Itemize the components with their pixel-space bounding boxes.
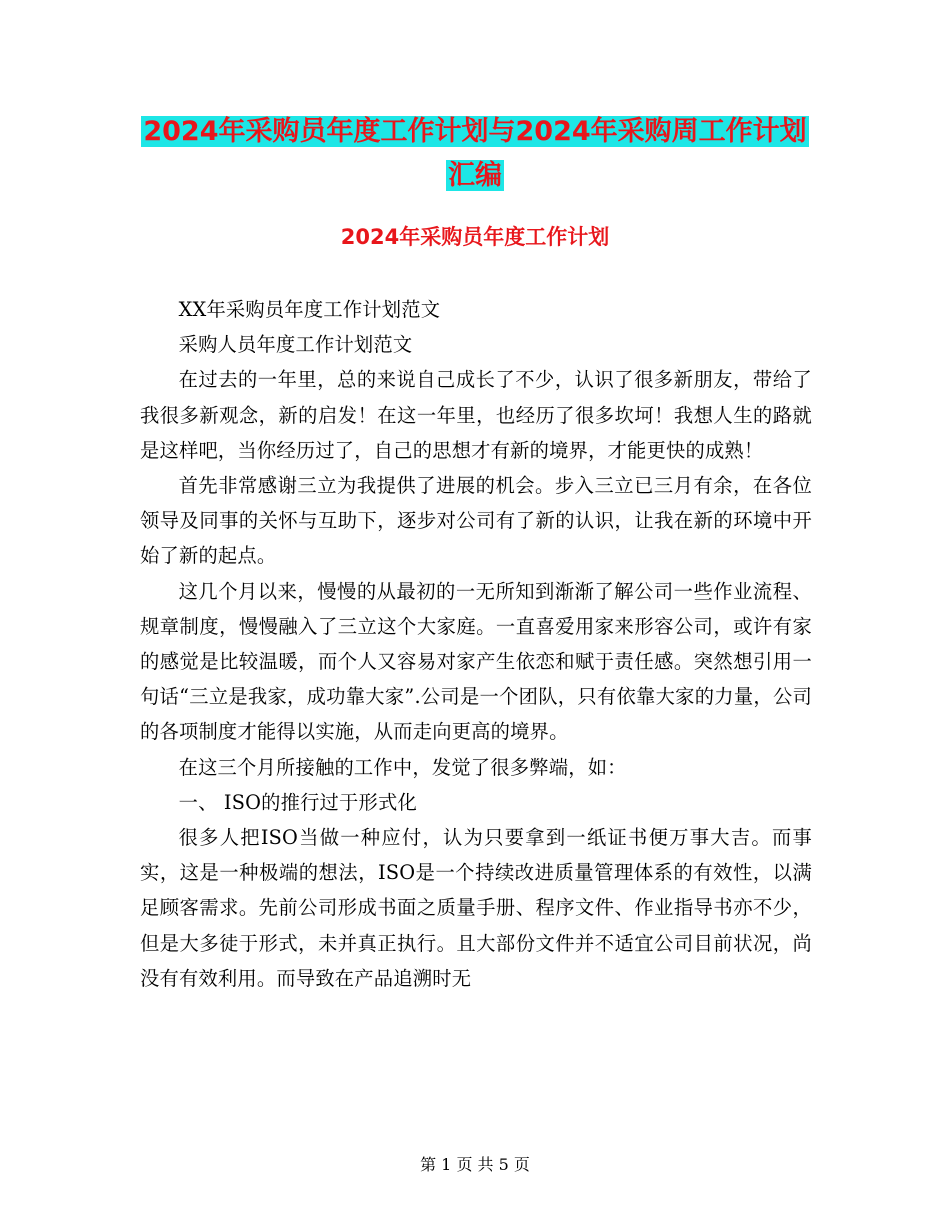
paragraph: 这几个月以来，慢慢的从最初的一无所知到渐渐了解公司一些作业流程、规章制度，慢慢融入了三立这个大家庭。一直喜爱用家来形容公司，或许有家的感觉是比较温暖，而个人又容易对家产生依恋和赋于责任感。突然想引用一句话“三立是我家，成功靠大家”.公司是一个团队，只有依靠大家的力量，公司的各项制度才能得以实施，从而走向更高的境界。 xyxy=(140,579,812,744)
paragraph: 很多人把ISO当做一种应付，认为只要拿到一纸证书便万事大吉。而事实，这是一种极端的想法，ISO是一个持续改进质量管理体系的有效性，以满足顾客需求。先前公司形成书面之质量手册、程序文件、作业指导书亦不少，但是大多徒于形式，未并真正执行。且大部份文件并不适宜公司目前状况，尚没有有效利用。而导致在产品追溯时无 xyxy=(140,826,812,990)
list-heading: 一、 ISO的推行过于形式化 xyxy=(178,790,417,814)
document-body xyxy=(140,292,812,996)
section-title: 2024年采购员年度工作计划 xyxy=(340,225,610,249)
document-title-line-1-text: 2024年采购员年度工作计划与2024年采购周工作计划 xyxy=(143,116,807,147)
document-title-line-1 xyxy=(0,110,950,154)
paragraph: 在这三个月所接触的工作中，发觉了很多弊端，如： xyxy=(178,755,627,779)
page-footer: 第 1 页 共 5 页 xyxy=(420,1155,530,1174)
paragraph: 在过去的一年里，总的来说自己成长了不少，认识了很多新朋友，带给了我很多新观念，新的启发！在这一年里，也经历了很多坎坷！我想人生的路就是这样吧，当你经历过了，自己的思想才有新的境界，才能更快的成熟！ xyxy=(140,368,812,462)
paragraph: 首先非常感谢三立为我提供了进展的机会。步入三立已三月有余，在各位领导及同事的关怀与互助下，逐步对公司有了新的认识，让我在新的环境中开始了新的起点。 xyxy=(140,474,812,568)
paragraph: 采购人员年度工作计划范文 xyxy=(178,333,413,357)
document-title-line-2 xyxy=(0,154,950,198)
paragraph: XX年采购员年度工作计划范文 xyxy=(178,298,441,321)
document-title-line-2-text: 汇编 xyxy=(448,160,502,191)
